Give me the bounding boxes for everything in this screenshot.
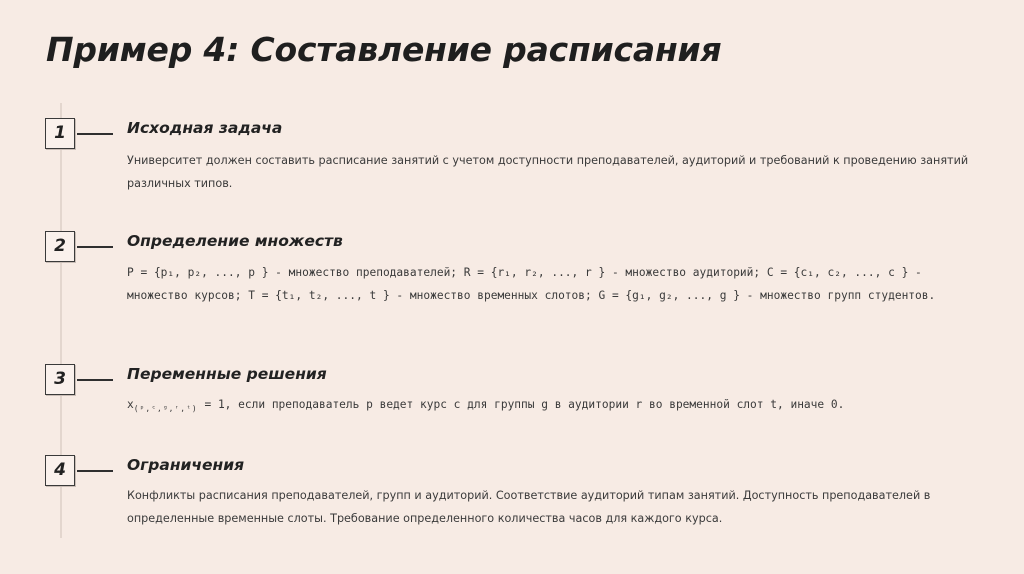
step-number-box: 4: [45, 455, 75, 486]
step-number-box: 1: [45, 118, 75, 149]
slide-title: Пример 4: Составление расписания: [46, 30, 722, 69]
step-connector: [77, 470, 113, 472]
step-heading: Определение множеств: [127, 232, 343, 250]
step-description: P = {p₁, p₂, ..., p } - множество преподавателей; R = {r₁, r₂, ..., r } - множество аудиторий; C = {c₁, c₂, ..., c } - множество курсов; T = {t₁, t₂, ..., t } - множество временных слотов; G = {g₁, g₂, ..., g } - множество групп студентов.: [127, 266, 936, 302]
step-description: Университет должен составить расписание занятий с учетом доступности преподавателей, аудиторий и требований к проведению занятий различных типов.: [127, 154, 969, 190]
variable-subscript: (ᵖ,ᶜ,ᵍ,ʳ,ᵗ): [133, 404, 198, 413]
step-description: Конфликты расписания преподавателей, групп и аудиторий. Соответствие аудиторий типам занятий. Доступность преподавателей в определенные временные слоты. Требование определенного количества часов для каждого курса.: [127, 489, 931, 525]
step-heading: Переменные решения: [127, 365, 327, 383]
step-connector: [77, 379, 113, 381]
variable-symbol: x: [127, 398, 134, 411]
step-connector: [77, 246, 113, 248]
step-heading: Ограничения: [127, 456, 245, 474]
step-heading: Исходная задача: [127, 119, 283, 137]
step-number-box: 2: [45, 231, 75, 262]
step-description: [127, 393, 987, 420]
variable-definition: = 1, если преподаватель p ведет курс c для группы g в аудитории r во временной слот t, иначе 0.: [197, 398, 845, 411]
step-number-box: 3: [45, 364, 75, 395]
step-connector: [77, 133, 113, 135]
